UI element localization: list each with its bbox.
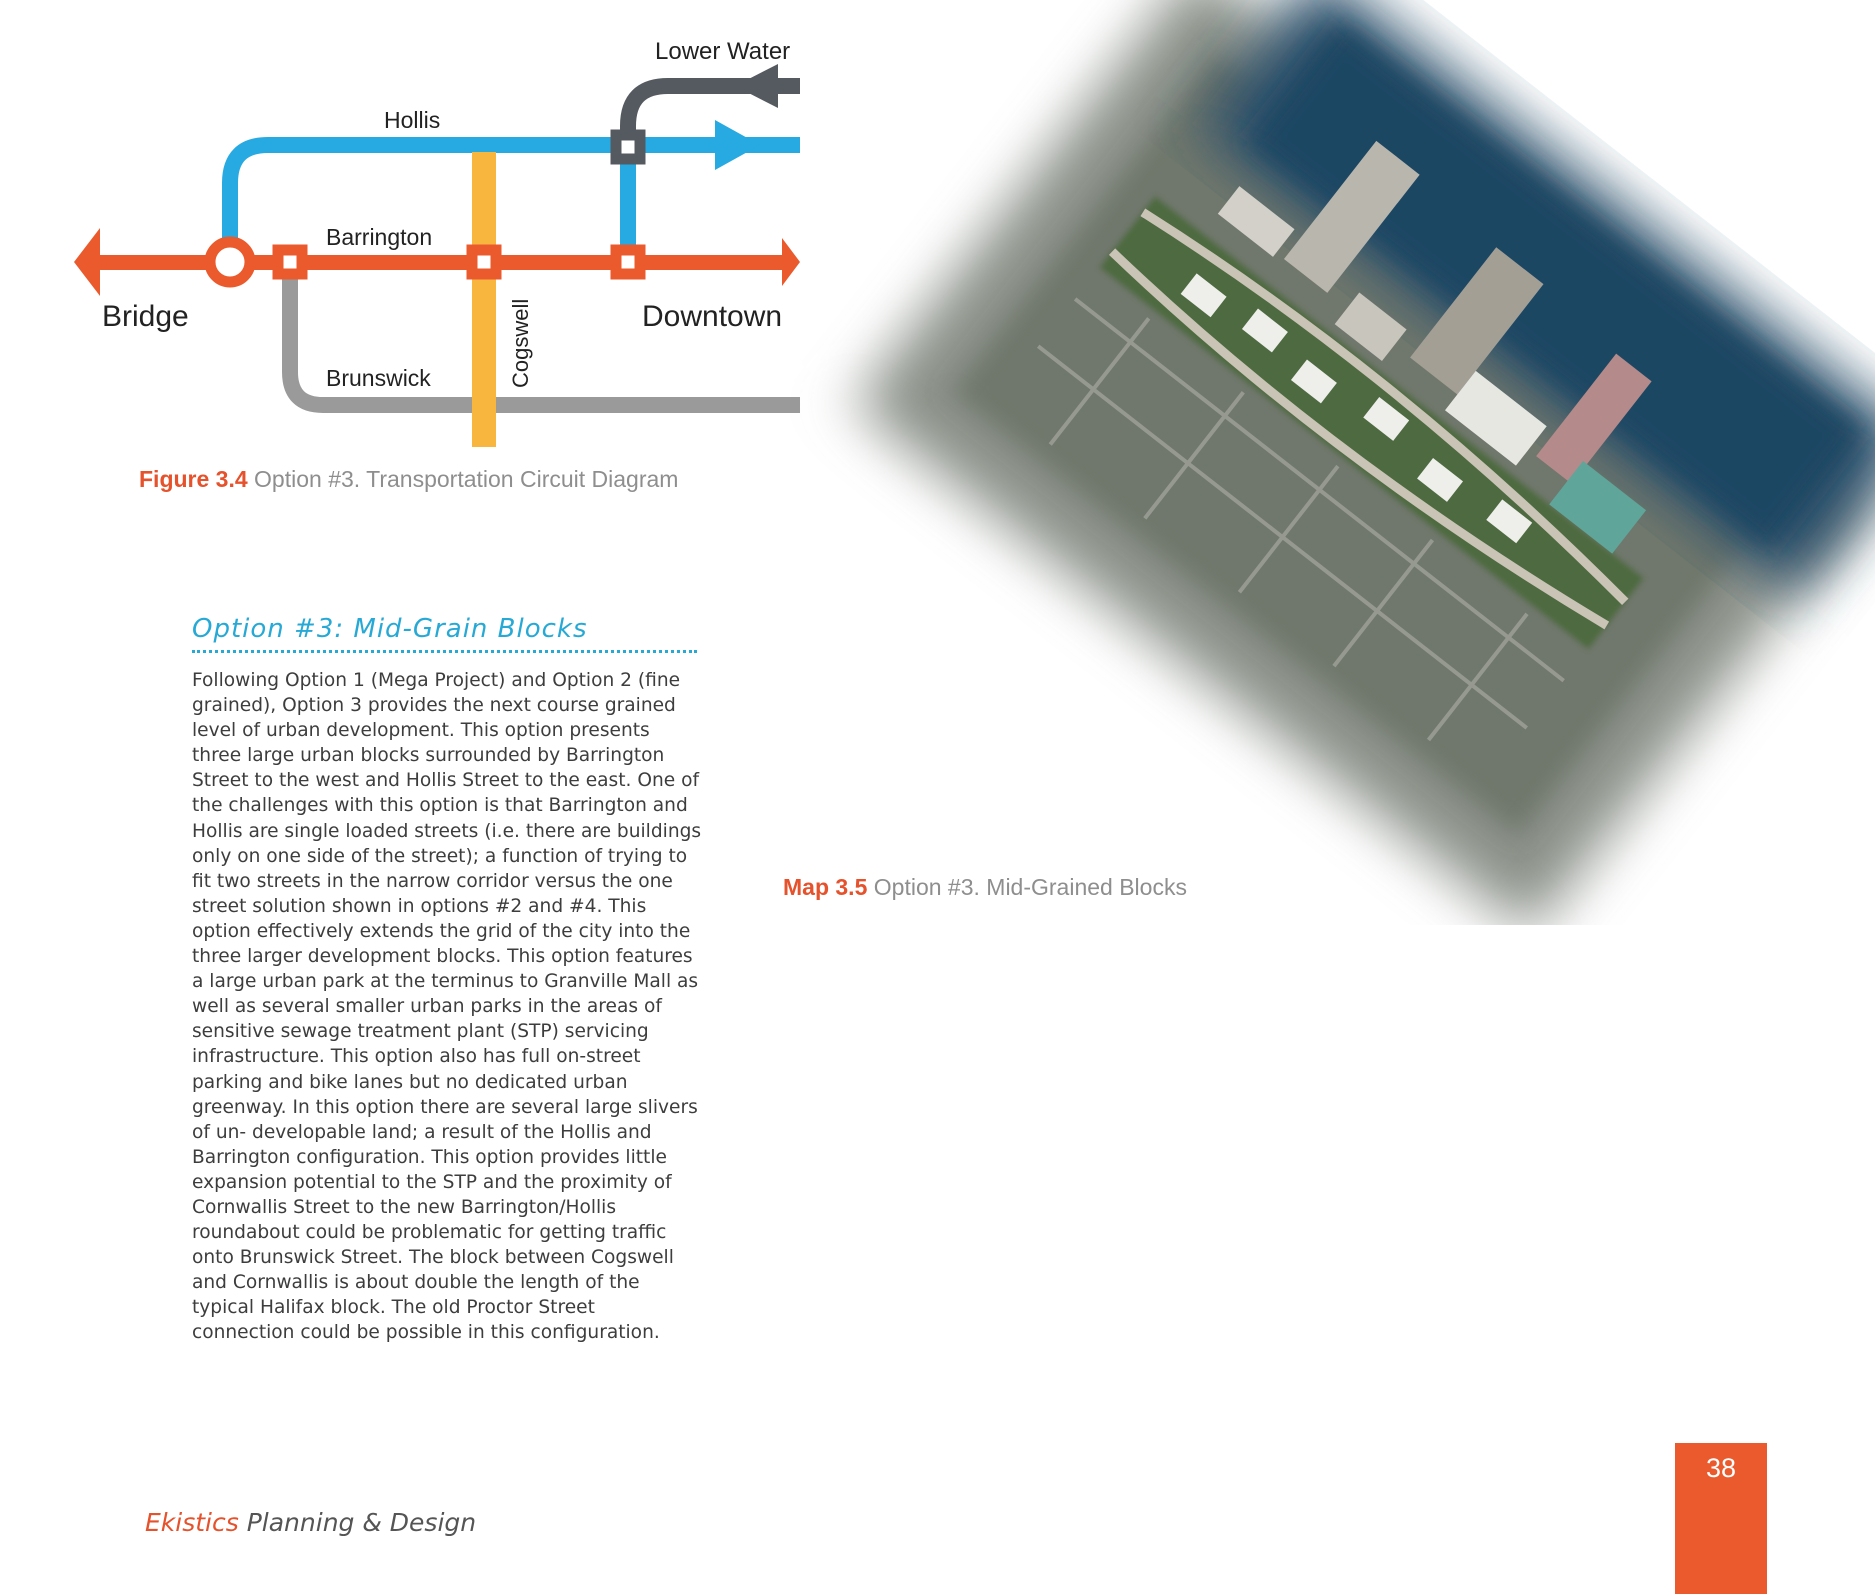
figure-caption: [139, 466, 678, 493]
hollis-arrow: [715, 120, 760, 170]
node-lower-water-hollis: [616, 135, 640, 159]
bridge-arrow: [74, 228, 100, 296]
footer-brand: [145, 1508, 476, 1537]
label-barrington: Barrington: [326, 224, 433, 250]
roundabout-node: [210, 242, 250, 282]
node-cogswell: [472, 250, 496, 274]
node-brunswick: [278, 250, 302, 274]
node-hollis-barrington: [616, 250, 640, 274]
label-lower-water: Lower Water: [655, 38, 791, 65]
page-tab: [1675, 1443, 1767, 1594]
transportation-circuit-diagram: [0, 0, 800, 460]
map-number: Map 3.5: [783, 874, 868, 900]
brand-accent: Ekistics: [145, 1508, 239, 1537]
label-bridge: Bridge: [102, 300, 189, 333]
page-number: 38: [1705, 1453, 1737, 1483]
cogswell-line: [472, 152, 496, 447]
label-cogswell: Cogswell: [508, 298, 533, 388]
figure-number: Figure 3.4: [139, 466, 248, 492]
aerial-map: [770, 0, 1875, 925]
map-caption: [783, 874, 1187, 901]
body-paragraph: Following Option 1 (Mega Project) and Option 2 (fine grained), Option 3 provides the next course grained level of urban development. This option presents three large urban blocks surrounded by Barrington Street to the west and Hollis Street to the east. One of the challenges with this option is that Barrington and Hollis are single loaded streets (i.e. there are buildings only on one side of the street); a function of trying to fit two streets in the narrow corridor versus the one street solution shown in options #2 and #4. This option effectively extends the grid of the city into the three larger development blocks. This option features a large urban park at the terminus to Granville Mall as well as several smaller urban parks in the areas of sensitive sewage treatment plant (STP) servicing infrastructure. This option also has full on-street parking and bike lanes but no dedicated urban greenway. In this option there are several large slivers of un- developable land; a result of the Hollis and Barrington configuration. This option provides little expansion potential to the STP and the proximity of Cornwallis Street to the new Barrington/Hollis roundabout could be problematic for getting traffic onto Brunswick Street. The block between Cogswell and Cornwallis is about double the length of the typical Halifax block. The old Proctor Street connection could be possible in this configuration.: [192, 670, 702, 1344]
figure-caption-text: Option #3. Transportation Circuit Diagram: [247, 466, 679, 492]
label-brunswick: Brunswick: [326, 365, 431, 391]
map-caption-text: Option #3. Mid-Grained Blocks: [867, 874, 1187, 900]
hollis-line: [230, 145, 800, 262]
label-downtown: Downtown: [642, 300, 783, 333]
barrington-line: [100, 255, 790, 270]
section-heading: Option #3: Mid-Grain Blocks: [192, 614, 697, 653]
brand-rest: Planning & Design: [238, 1508, 477, 1537]
label-hollis: Hollis: [384, 107, 441, 133]
